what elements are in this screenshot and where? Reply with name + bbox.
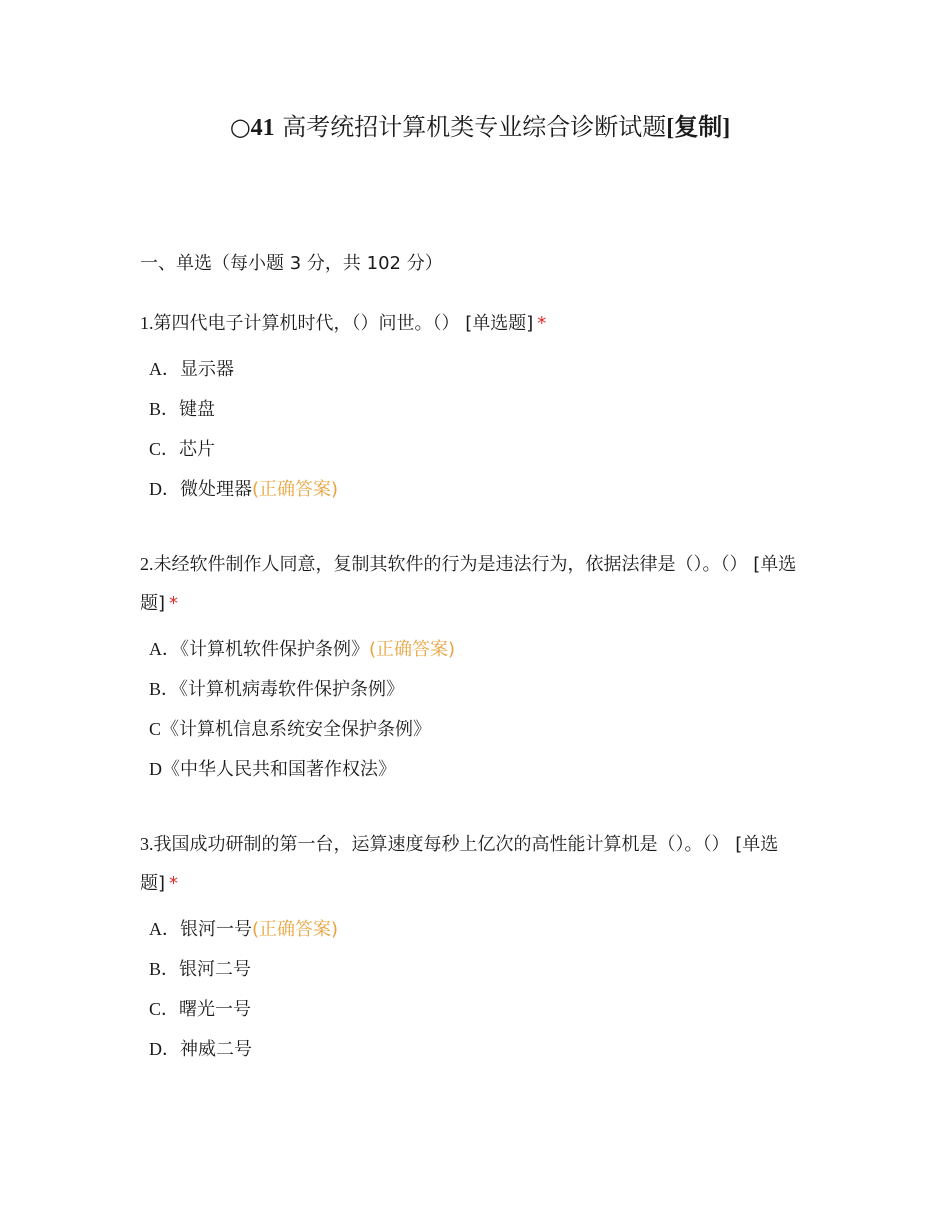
question-1 — [140, 304, 805, 343]
option-3d[interactable] — [149, 1035, 252, 1064]
correct-answer-marker: (正确答案) — [369, 639, 456, 660]
option-letter: C． — [149, 999, 180, 1019]
correct-answer-marker: (正确答案) — [252, 479, 339, 500]
option-letter: B． — [149, 399, 180, 419]
option-letter: D． — [149, 1039, 180, 1059]
question-number: 3. — [140, 834, 154, 854]
question-3 — [140, 825, 805, 903]
question-text: 第四代电子计算机时代，（）问世。（） [单选题] — [153, 313, 534, 334]
option-text: 键盘 — [179, 399, 216, 420]
option-1c[interactable] — [149, 435, 215, 464]
option-text: 曙光一号 — [179, 999, 252, 1020]
option-2a[interactable] — [149, 635, 455, 664]
option-2b[interactable] — [149, 675, 404, 704]
option-text: 《计算机软件保护条例》 — [180, 639, 369, 660]
option-letter: B． — [149, 679, 180, 699]
option-text: 《计算机病毒软件保护条例》 — [179, 679, 405, 700]
option-2c[interactable] — [149, 715, 431, 744]
question-number: 1. — [140, 313, 154, 333]
section-heading: 一、单选（每小题 3 分，共 102 分） — [140, 253, 443, 274]
option-1d[interactable] — [149, 475, 338, 504]
option-3b[interactable] — [149, 955, 251, 984]
option-1b[interactable] — [149, 395, 215, 424]
option-1a[interactable] — [149, 355, 234, 384]
title-prefix: ○ — [229, 113, 251, 141]
option-3c[interactable] — [149, 995, 251, 1024]
question-stem — [140, 545, 805, 623]
required-marker: * — [169, 873, 179, 894]
option-letter: A． — [149, 919, 180, 939]
option-letter: D． — [149, 479, 180, 499]
option-text: 芯片 — [179, 439, 216, 460]
option-letter: A． — [149, 639, 180, 659]
title-suffix: [复制] — [666, 115, 731, 141]
question-text: 我国成功研制的第一台，运算速度每秒上亿次的高性能计算机是（）。（） [单选题] — [140, 834, 779, 894]
question-2 — [140, 545, 805, 623]
correct-answer-marker: (正确答案) — [252, 919, 339, 940]
title-number: 41 — [250, 115, 275, 141]
option-text: 微处理器 — [180, 479, 252, 500]
option-2d[interactable] — [149, 755, 396, 784]
option-letter: C． — [149, 439, 180, 459]
option-text: 神威二号 — [180, 1039, 252, 1060]
option-letter: B． — [149, 959, 180, 979]
option-text: 银河二号 — [179, 959, 252, 980]
title-text: 高考统招计算机类专业综合诊断试题 — [282, 113, 667, 141]
required-marker: * — [169, 593, 179, 614]
option-letter: A． — [149, 359, 180, 379]
option-text: 《中华人民共和国著作权法》 — [162, 759, 396, 780]
option-letter: C — [149, 719, 162, 739]
option-text: 银河一号 — [180, 919, 252, 940]
question-stem — [140, 304, 805, 343]
question-text: 未经软件制作人同意，复制其软件的行为是违法行为，依据法律是（）。（） [单选题] — [140, 554, 797, 614]
required-marker: * — [537, 313, 547, 334]
option-letter: D — [149, 759, 162, 779]
question-number: 2. — [140, 554, 154, 574]
option-text: 显示器 — [180, 359, 234, 380]
question-stem — [140, 825, 805, 903]
option-3a[interactable] — [149, 915, 338, 944]
option-text: 《计算机信息系统安全保护条例》 — [161, 719, 432, 740]
page-title — [0, 110, 950, 145]
